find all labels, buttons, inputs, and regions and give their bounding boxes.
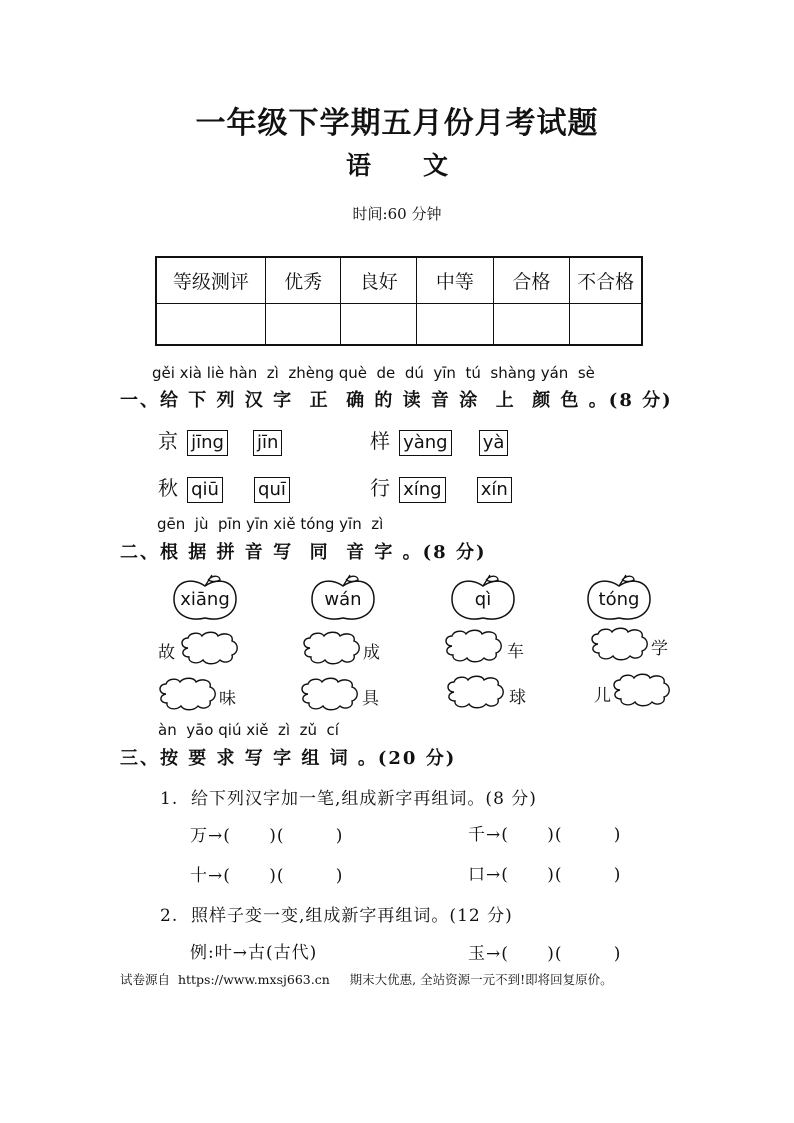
pinyin-option[interactable]: xín	[477, 477, 512, 503]
q1-row[interactable]: 十→( )( )	[190, 866, 344, 886]
q1-row[interactable]: 口→( )( )	[468, 865, 622, 885]
s1-char: 样	[370, 429, 390, 453]
grade-blank-cell	[156, 304, 265, 346]
cloud-word: 学	[651, 639, 668, 659]
section1-pinyin: gěi xià liè hàn zì zhèng què de dú yīn tú shàng yán sè	[152, 364, 595, 382]
section2-heading: 二、根 据 拼 音 写 同 音 字 。(8 分)	[120, 542, 487, 563]
grade-blank-cell	[265, 304, 341, 346]
grade-header-cell: 等级测评	[156, 257, 265, 304]
pinyin-option[interactable]: jīng	[187, 430, 228, 456]
apple-pinyin: xiāng	[180, 589, 230, 610]
cloud-word: 球	[509, 688, 526, 708]
cloud-word: 儿	[594, 686, 611, 706]
subject-char-1: 语	[345, 151, 371, 180]
grade-header-cell: 合格	[493, 257, 570, 304]
question-1-text: 1. 给下列汉字加一笔,组成新字再组词。(8 分)	[160, 789, 537, 809]
pinyin-option[interactable]: jīn	[253, 430, 282, 456]
q2-example: 例:叶→古(古代)	[190, 943, 318, 963]
apple-pinyin: qì	[474, 589, 492, 610]
cloud-word: 故	[158, 643, 175, 663]
section3-pinyin: àn yāo qiú xiě zì zǔ cí	[158, 721, 339, 739]
s1-char: 京	[158, 429, 178, 453]
cloud-answer-box[interactable]	[178, 630, 240, 666]
cloud-word: 车	[507, 642, 524, 662]
s1-item-4	[370, 472, 512, 503]
apple-pinyin: wán	[324, 589, 362, 610]
q1-row[interactable]: 千→( )( )	[468, 825, 622, 845]
grade-table-blank-row	[156, 304, 642, 346]
cloud-answer-box[interactable]	[300, 630, 362, 666]
cloud-answer-box[interactable]	[156, 676, 218, 712]
exam-time: 时间:60 分钟	[352, 205, 442, 223]
cloud-answer-box[interactable]	[610, 672, 672, 708]
cloud-answer-box[interactable]	[588, 626, 650, 662]
cloud-answer-box[interactable]	[442, 628, 504, 664]
q1-row[interactable]: 万→( )( )	[190, 826, 344, 846]
q2-row[interactable]: 玉→( )( )	[468, 944, 622, 964]
pinyin-option[interactable]: yàng	[399, 430, 452, 456]
grade-blank-cell	[570, 304, 642, 346]
cloud-answer-box[interactable]	[298, 676, 360, 712]
grade-header-cell: 优秀	[265, 257, 341, 304]
pinyin-option[interactable]: qiū	[187, 477, 223, 503]
s1-char: 行	[370, 476, 390, 500]
grade-table	[155, 256, 643, 346]
grade-blank-cell	[417, 304, 494, 346]
apple-pinyin: tóng	[598, 589, 640, 610]
pinyin-option[interactable]: yà	[479, 430, 509, 456]
section1-heading: 一、给 下 列 汉 字 正 确 的 读 音 涂 上 颜 色 。(8 分)	[120, 390, 673, 411]
page-title: 一年级下学期五月份月考试题	[195, 106, 599, 141]
s1-item-3	[158, 472, 290, 503]
s1-char: 秋	[158, 476, 178, 500]
grade-header-cell: 良好	[341, 257, 417, 304]
pinyin-option[interactable]: xíng	[399, 477, 446, 503]
cloud-answer-box[interactable]	[444, 674, 506, 710]
subject-char-2: 文	[423, 151, 449, 180]
subject-label	[0, 146, 794, 182]
s1-item-1	[158, 425, 282, 456]
pinyin-option[interactable]: quī	[254, 477, 290, 503]
s1-item-2	[370, 425, 508, 456]
footer-note: 试卷源自 https://www.mxsj663.cn 期末大优惠, 全站资源一元不到!即将回复原价。	[120, 972, 613, 987]
grade-blank-cell	[493, 304, 570, 346]
section2-pinyin: gēn jù pīn yīn xiě tóng yīn zì	[157, 515, 384, 533]
cloud-word: 具	[362, 689, 379, 709]
cloud-word: 味	[219, 689, 236, 709]
grade-header-cell: 中等	[417, 257, 494, 304]
cloud-word: 成	[363, 643, 380, 663]
grade-blank-cell	[341, 304, 417, 346]
section3-heading: 三、按 要 求 写 字 组 词 。(20 分)	[120, 748, 457, 769]
grade-header-cell: 不合格	[570, 257, 642, 304]
question-2-text: 2. 照样子变一变,组成新字再组词。(12 分)	[160, 906, 513, 926]
grade-table-header-row	[156, 257, 642, 304]
